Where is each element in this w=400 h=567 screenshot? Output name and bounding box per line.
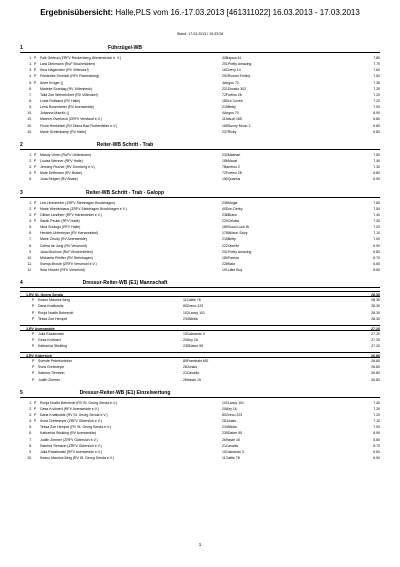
score: 7.20 — [373, 92, 380, 97]
placement-mark: P — [34, 74, 37, 79]
rank: 1. — [29, 152, 32, 157]
placement-mark: P — [34, 165, 37, 170]
score: 7.00 — [373, 105, 380, 110]
placement-mark: P — [34, 152, 37, 157]
rank: 3. — [29, 68, 32, 73]
rank: 9. — [29, 105, 32, 110]
rider-name: Svea Grettmeyer — [38, 365, 65, 370]
placement-mark: P — [34, 80, 37, 85]
result-list — [20, 200, 380, 274]
rider-name: Sina Hagemann (RV Villendorf) — [40, 68, 89, 73]
horse-name: 10Caleando 3 — [183, 331, 205, 336]
score: 7.30 — [373, 406, 380, 411]
club — [130, 129, 222, 135]
rider-name: Jana Muchow (RuF Bruchmühlen) — [40, 249, 94, 254]
score: 27.20 — [371, 337, 380, 342]
score: 7.00 — [373, 237, 380, 242]
rider-name: Mandy Ulrich (RuFV Uhlenlosen) — [40, 152, 92, 157]
team-name: 2.RV Avenwedde — [26, 326, 55, 331]
score: 7.20 — [373, 225, 380, 230]
rider-name: Svende Peterfonteker — [38, 359, 72, 364]
club — [133, 343, 183, 349]
result-list — [20, 152, 380, 183]
horse-name: 4Angus 70 — [222, 111, 239, 116]
rank: 5. — [29, 425, 32, 430]
rank: 10. — [27, 111, 32, 116]
rank: 10. — [27, 123, 32, 128]
score: 7.80 — [373, 56, 380, 60]
result-list — [20, 400, 380, 461]
rider-name: Keano Maurice Berg (RV St. Georg Senda e.V.) — [40, 456, 114, 461]
placement-mark: P — [34, 406, 37, 411]
placement-mark: P — [34, 212, 37, 217]
score: 6.80 — [373, 117, 380, 122]
score: 7.10 — [373, 231, 380, 236]
horse-name: 292Rosner Robby — [222, 74, 251, 79]
horse-name: 11Mauzi 165 — [222, 117, 242, 122]
section-title: Dressur-Reiter-WB (E1) Mannschaft — [82, 280, 168, 287]
rank: 10. — [27, 117, 32, 122]
placement-mark: P — [34, 400, 37, 405]
rider-name: Celina de Jong (RV Versmold) — [40, 243, 88, 248]
rider-name: Marie Wiedenhaus (ZRFV Steinhagen Brockhagen e.V.) — [40, 206, 127, 211]
rider-name: Nina Soulogo (RFV Halle) — [40, 225, 81, 230]
rider-name: Lea Limmrieder (ZRFV Steinhagen Brockhagen) — [40, 200, 116, 205]
rank: 4. — [29, 218, 32, 223]
horse-name: 28Junais — [183, 365, 198, 370]
score: 7.50 — [373, 152, 380, 157]
horse-name: 178Wilson Story — [222, 231, 248, 236]
team-score: 27.20 — [371, 326, 380, 331]
placement-mark: P — [32, 316, 35, 321]
score: 6.50 — [373, 177, 380, 182]
club — [133, 316, 183, 322]
rider-name: Marie Chudy (RV Avenwedde) — [40, 237, 87, 242]
score: 28.30 — [371, 310, 380, 315]
horse-name: 7Bamboo 2 — [222, 165, 240, 170]
indent — [20, 343, 32, 349]
rider-name: Gesa Krühnert — [38, 337, 61, 342]
horse-name: 150Quartus — [222, 177, 241, 182]
placement-mark: P — [32, 365, 35, 370]
rank: 3. — [29, 165, 32, 170]
horse-name: 11Cattle 78 — [222, 456, 240, 461]
horse-name: 215Betty — [222, 237, 236, 242]
section-header — [20, 279, 380, 288]
placement-mark: P — [34, 171, 37, 176]
horse-name: 85Framtrakt MD — [183, 359, 209, 364]
team-block — [20, 325, 380, 349]
rank: 5. — [29, 225, 32, 230]
score: 6.80 — [373, 123, 380, 128]
rider-name: Gillian Landherr (RFV Harsewinkel e.V.) — [40, 212, 102, 217]
rank: 1. — [29, 400, 32, 405]
horse-name: 201Pretty Amazing — [222, 249, 252, 254]
page-title — [0, 8, 400, 18]
score: 26.80 — [371, 371, 380, 376]
rank: 2. — [29, 406, 32, 411]
placement-mark: P — [32, 344, 35, 349]
placement-mark: P — [34, 419, 37, 424]
rider-name: Marieke Sonntag (RV Jöllenbeck) — [40, 86, 93, 91]
section-number: 1 — [20, 45, 23, 51]
placement-mark: P — [34, 56, 37, 60]
rank: 3. — [29, 212, 32, 217]
rider-name: Keano Maurice Berg — [38, 298, 70, 303]
result-row — [20, 129, 380, 135]
section-title: Dressur-Reiter-WB (E1) Einzelwertung — [79, 389, 171, 396]
score: 26.80 — [371, 377, 380, 382]
stand-timestamp: Stand: 17.03.2013 / 19:33:28 — [176, 32, 224, 36]
rank: 8. — [29, 98, 32, 103]
rank: 6. — [29, 86, 32, 91]
rider-name: Fiona Henkelsel (RV Diana Bad Rothenfelde e.V.) — [40, 123, 118, 128]
rider-name: Mute Driftmann (RV Brake) — [40, 171, 83, 176]
indent — [20, 377, 32, 383]
score: 6.60 — [373, 261, 380, 266]
rider-name: Katharina Stickling — [38, 344, 67, 349]
score: 7.30 — [373, 218, 380, 223]
rank: 8. — [29, 443, 32, 448]
result-row — [20, 455, 380, 461]
rider-name: Hendrik Uhlemeyer (RV Harsewinkel) — [40, 231, 99, 236]
horse-name: 165Sunny Moon 2 — [222, 123, 251, 128]
horse-name: 26Haste 16 — [183, 377, 201, 382]
rider-name: Svea Grettmeyer (ZRFV Gütersloh e.V.) — [40, 419, 102, 424]
rank: 9. — [29, 249, 32, 254]
rider-name: Michaela Pfeiffer (RV Steinhagen) — [40, 255, 93, 260]
rider-name: Sabrina Tiemann — [38, 371, 65, 376]
horse-name: 235Daker 95 — [183, 344, 204, 349]
rider-name: Jenning Fischer (RV Dornberg e.V.) — [40, 165, 96, 170]
rider-name: Marie Schlenkamp (RV Halle) — [40, 129, 87, 134]
horse-name: 222Oberlin — [222, 243, 240, 248]
club — [133, 377, 183, 383]
horse-name: 186Mauzi — [222, 158, 238, 163]
rider-name: Tessa Zoe Hempel (RV St. Georg Senda e.V.) — [40, 425, 112, 430]
placement-mark: P — [34, 218, 37, 223]
horse-name: 72Fortino 28 — [222, 171, 242, 176]
rider-name: Dana Kratkowitz (RV St. Georg Senda e.V.) — [40, 413, 108, 418]
rider-name: Falk Gertrud (ZRFV Reckenberg-Wiedenbrück e. V.) — [40, 56, 122, 60]
team-block — [20, 352, 380, 383]
rank: 4. — [29, 74, 32, 79]
placement-mark: P — [34, 200, 37, 205]
section-title: Reiter-WB Schritt - Trab - Galopp — [85, 189, 165, 196]
horse-name: 21Cavallio — [183, 371, 200, 376]
rider-name: Anne Krüger () — [40, 80, 63, 85]
score: 6.70 — [373, 443, 380, 448]
horse-name: 237Ricky — [222, 129, 237, 134]
score: 6.80 — [373, 437, 380, 442]
score: 7.30 — [373, 80, 380, 85]
horse-name: 235Daker 95 — [222, 431, 243, 436]
section-number: 3 — [20, 189, 23, 196]
rider-name: Friederike Schmidt (RFV Ravensberg) — [40, 74, 100, 79]
score: 7.20 — [373, 98, 380, 103]
team-name: 3.RV Gütersloh — [26, 354, 52, 359]
horse-name: 72Fortino 28 — [222, 92, 242, 97]
placement-mark: P — [32, 304, 35, 309]
score: 6.80 — [373, 129, 380, 134]
horse-name: 102Lancy 101 — [183, 310, 205, 315]
score: 6.90 — [373, 243, 380, 248]
rider-name: Johanna Mandic () — [40, 111, 69, 116]
rider-name: Dana Kratkowitz — [38, 304, 64, 309]
page-number: 1 — [198, 542, 202, 547]
rider-name: Talia Zoe Wehmhöner (RV Villendorf) — [40, 92, 98, 97]
horse-name: 215Betty — [222, 105, 236, 110]
rider-name: Jona Selgert (RV Brake) — [40, 177, 78, 182]
team-score: 26.80 — [371, 354, 380, 359]
rider-name: Katharina Stickling (RV Avenwedde) — [40, 431, 97, 436]
rank: 4. — [29, 419, 32, 424]
team-member-row — [20, 377, 380, 383]
horse-name: 228Nala — [222, 261, 236, 266]
score: 7.30 — [373, 86, 380, 91]
score: 7.20 — [373, 413, 380, 418]
section-title: Reiter-WB Schritt - Trab — [96, 141, 154, 148]
score: 6.90 — [373, 111, 380, 116]
rank: 9. — [29, 449, 32, 454]
rank: 7. — [29, 237, 32, 242]
score: 7.70 — [373, 62, 380, 67]
rank: 10. — [27, 456, 32, 461]
rider-name: Sina Höcker (RFV Versmold) — [40, 268, 85, 273]
score: 7.60 — [373, 200, 380, 205]
rider-name: Julia Rosalewski (RFV Avenwedde e.V.) — [40, 449, 103, 454]
team-name: 1.RV St. Georg Senda — [26, 293, 63, 298]
rank: 4. — [29, 171, 32, 176]
club — [130, 455, 222, 461]
score: 7.60 — [373, 68, 380, 73]
rank: 11. — [27, 261, 32, 266]
indent — [20, 316, 32, 322]
score: 6.50 — [373, 268, 380, 273]
score: 26.80 — [371, 365, 380, 370]
score: 7.30 — [373, 165, 380, 170]
section-header — [20, 44, 380, 53]
rider-name: Sabrina Tiemann (ZRFV Gütersloh e.V.) — [40, 443, 102, 448]
score: 6.80 — [373, 171, 380, 176]
horse-name: 16Chevy 14 — [222, 68, 241, 73]
score: 26.80 — [371, 359, 380, 364]
score: 6.60 — [373, 449, 380, 454]
score: 28.30 — [371, 304, 380, 309]
rank: 12. — [27, 268, 32, 273]
placement-mark: P — [34, 158, 37, 163]
score: 7.40 — [373, 400, 380, 405]
rider-name: Mareen Overbeck (ZRFV Verstand e.V.) — [40, 117, 102, 122]
rank: 2. — [29, 158, 32, 163]
placement-mark: P — [32, 371, 35, 376]
horse-name: 40Don Derby — [222, 206, 243, 211]
score: 28.30 — [371, 316, 380, 321]
rider-name: Judith Zimmer — [38, 377, 61, 382]
score: 7.50 — [373, 206, 380, 211]
horse-name: 220Celotta — [222, 218, 239, 223]
horse-name: 80Greco 223 — [222, 413, 243, 418]
section-number: 5 — [20, 389, 23, 396]
placement-mark: P — [32, 310, 35, 315]
score: 28.30 — [371, 298, 380, 303]
horse-name: 201Pretty Amazing — [222, 62, 252, 67]
team-block — [20, 291, 380, 322]
horse-name: 20Airy 16 — [183, 337, 198, 342]
horse-name: 40Bajoca 41 — [222, 56, 242, 60]
horse-name: 4Angus 70 — [222, 80, 239, 85]
horse-name: 20Airy 16 — [222, 406, 237, 411]
rider-name: Julia Rosalewski — [38, 331, 64, 336]
score: 6.80 — [373, 249, 380, 254]
section-header — [20, 141, 380, 150]
section-number: 2 — [20, 141, 23, 148]
rank: 1. — [29, 200, 32, 205]
rank: 7. — [29, 437, 32, 442]
team-member-row — [20, 343, 380, 349]
team-member-row — [20, 316, 380, 322]
placement-mark: P — [32, 337, 35, 342]
score: 6.90 — [373, 431, 380, 436]
result-list — [20, 55, 380, 135]
placement-mark: P — [34, 68, 37, 73]
horse-name: 11Cattle 78 — [183, 298, 201, 303]
horse-name: 28Junais — [222, 419, 237, 424]
rank: 5. — [29, 177, 32, 182]
rank: 6. — [29, 431, 32, 436]
placement-mark: P — [32, 298, 35, 303]
horse-name: 234Nikita — [222, 425, 237, 430]
rank: 10. — [27, 255, 32, 260]
placement-mark: P — [34, 206, 37, 211]
rank: 6. — [29, 231, 32, 236]
rank: 10. — [27, 129, 32, 134]
club — [130, 176, 222, 182]
horse-name: 102Lancy 101 — [222, 400, 244, 405]
horse-name: 191Little Boy — [222, 268, 243, 273]
rider-name: Sarah Peuler (RFV Halle) — [40, 218, 80, 223]
score: 6.70 — [373, 255, 380, 260]
team-score: 28.30 — [371, 293, 380, 298]
horse-name: 189Good Luck W — [222, 225, 250, 230]
rank: 8. — [29, 243, 32, 248]
horse-name: 80Greco 223 — [183, 304, 204, 309]
score: 7.40 — [373, 212, 380, 217]
rider-name: Ronja Noelle Behrendt (RV St. Georg Senda e.V.) — [40, 400, 118, 405]
horse-name: 232Mashari — [222, 152, 241, 157]
rank: 5. — [29, 80, 32, 85]
rank: 1. — [29, 62, 32, 67]
results-content — [20, 44, 380, 461]
club — [130, 267, 222, 273]
placement-mark: P — [32, 359, 35, 364]
horse-name: 26Haste 16 — [222, 437, 240, 442]
horse-name: 10Caleando 3 — [222, 449, 244, 454]
result-row — [20, 267, 380, 273]
horse-name: 180Le Cuvée — [222, 98, 243, 103]
placement-mark: P — [32, 377, 35, 382]
section-title: Führzügel-WB — [108, 45, 142, 51]
horse-name: 21Cavallio — [222, 443, 239, 448]
rider-name: Ronja Noelle Behrendt — [38, 310, 74, 315]
rider-name: Svenja Broste (ZRFV Versmold e.V.) — [40, 261, 97, 266]
section-header — [20, 189, 380, 198]
result-row — [20, 176, 380, 182]
rank: 7. — [29, 92, 32, 97]
rider-name: Lena Rosentreter (RV Avenwedde) — [40, 105, 95, 110]
horse-name: 180Farena — [222, 255, 239, 260]
score: 7.00 — [373, 425, 380, 430]
score: 27.20 — [371, 331, 380, 336]
rider-name: Louisa Wenner (RFV Halle) — [40, 158, 83, 163]
rank: 1. — [29, 56, 32, 60]
rank: 2. — [29, 206, 32, 211]
page-title-rest: Halle,PLS vom 16.-17.03.2013 [461311022] 16.03.2013 - 17.03.2013 — [113, 8, 360, 17]
score: 27.20 — [371, 344, 380, 349]
rider-name: Lara Diekmann (RuF Bruchmühlen) — [40, 62, 96, 67]
rider-name: Gesa Krühnert (RFV Avenwedde e.V.) — [40, 406, 99, 411]
placement-mark: P — [32, 331, 35, 336]
horse-name: 238Mogia — [222, 200, 238, 205]
score: 7.10 — [373, 419, 380, 424]
horse-name: 221Dorado 302 — [222, 86, 247, 91]
placement-mark: P — [34, 413, 37, 418]
rider-name: Luzia Rolfsand (RV Halle) — [40, 98, 81, 103]
rank: 3. — [29, 413, 32, 418]
score: 7.40 — [373, 158, 380, 163]
section-number: 4 — [20, 280, 23, 287]
placement-mark: P — [34, 62, 37, 67]
section-header — [20, 389, 380, 398]
page-title-bold: Ergebnisübersicht: — [40, 8, 114, 17]
horse-name: 238Bravo — [222, 212, 237, 217]
score: 7.50 — [373, 74, 380, 79]
horse-name: 234Nikita — [183, 316, 198, 321]
score: 6.50 — [373, 456, 380, 461]
rider-name: Tessa Zoe Hempel — [38, 316, 68, 321]
rider-name: Judith Zimmer (ZRFV Gütersloh e.V.) — [40, 437, 98, 442]
